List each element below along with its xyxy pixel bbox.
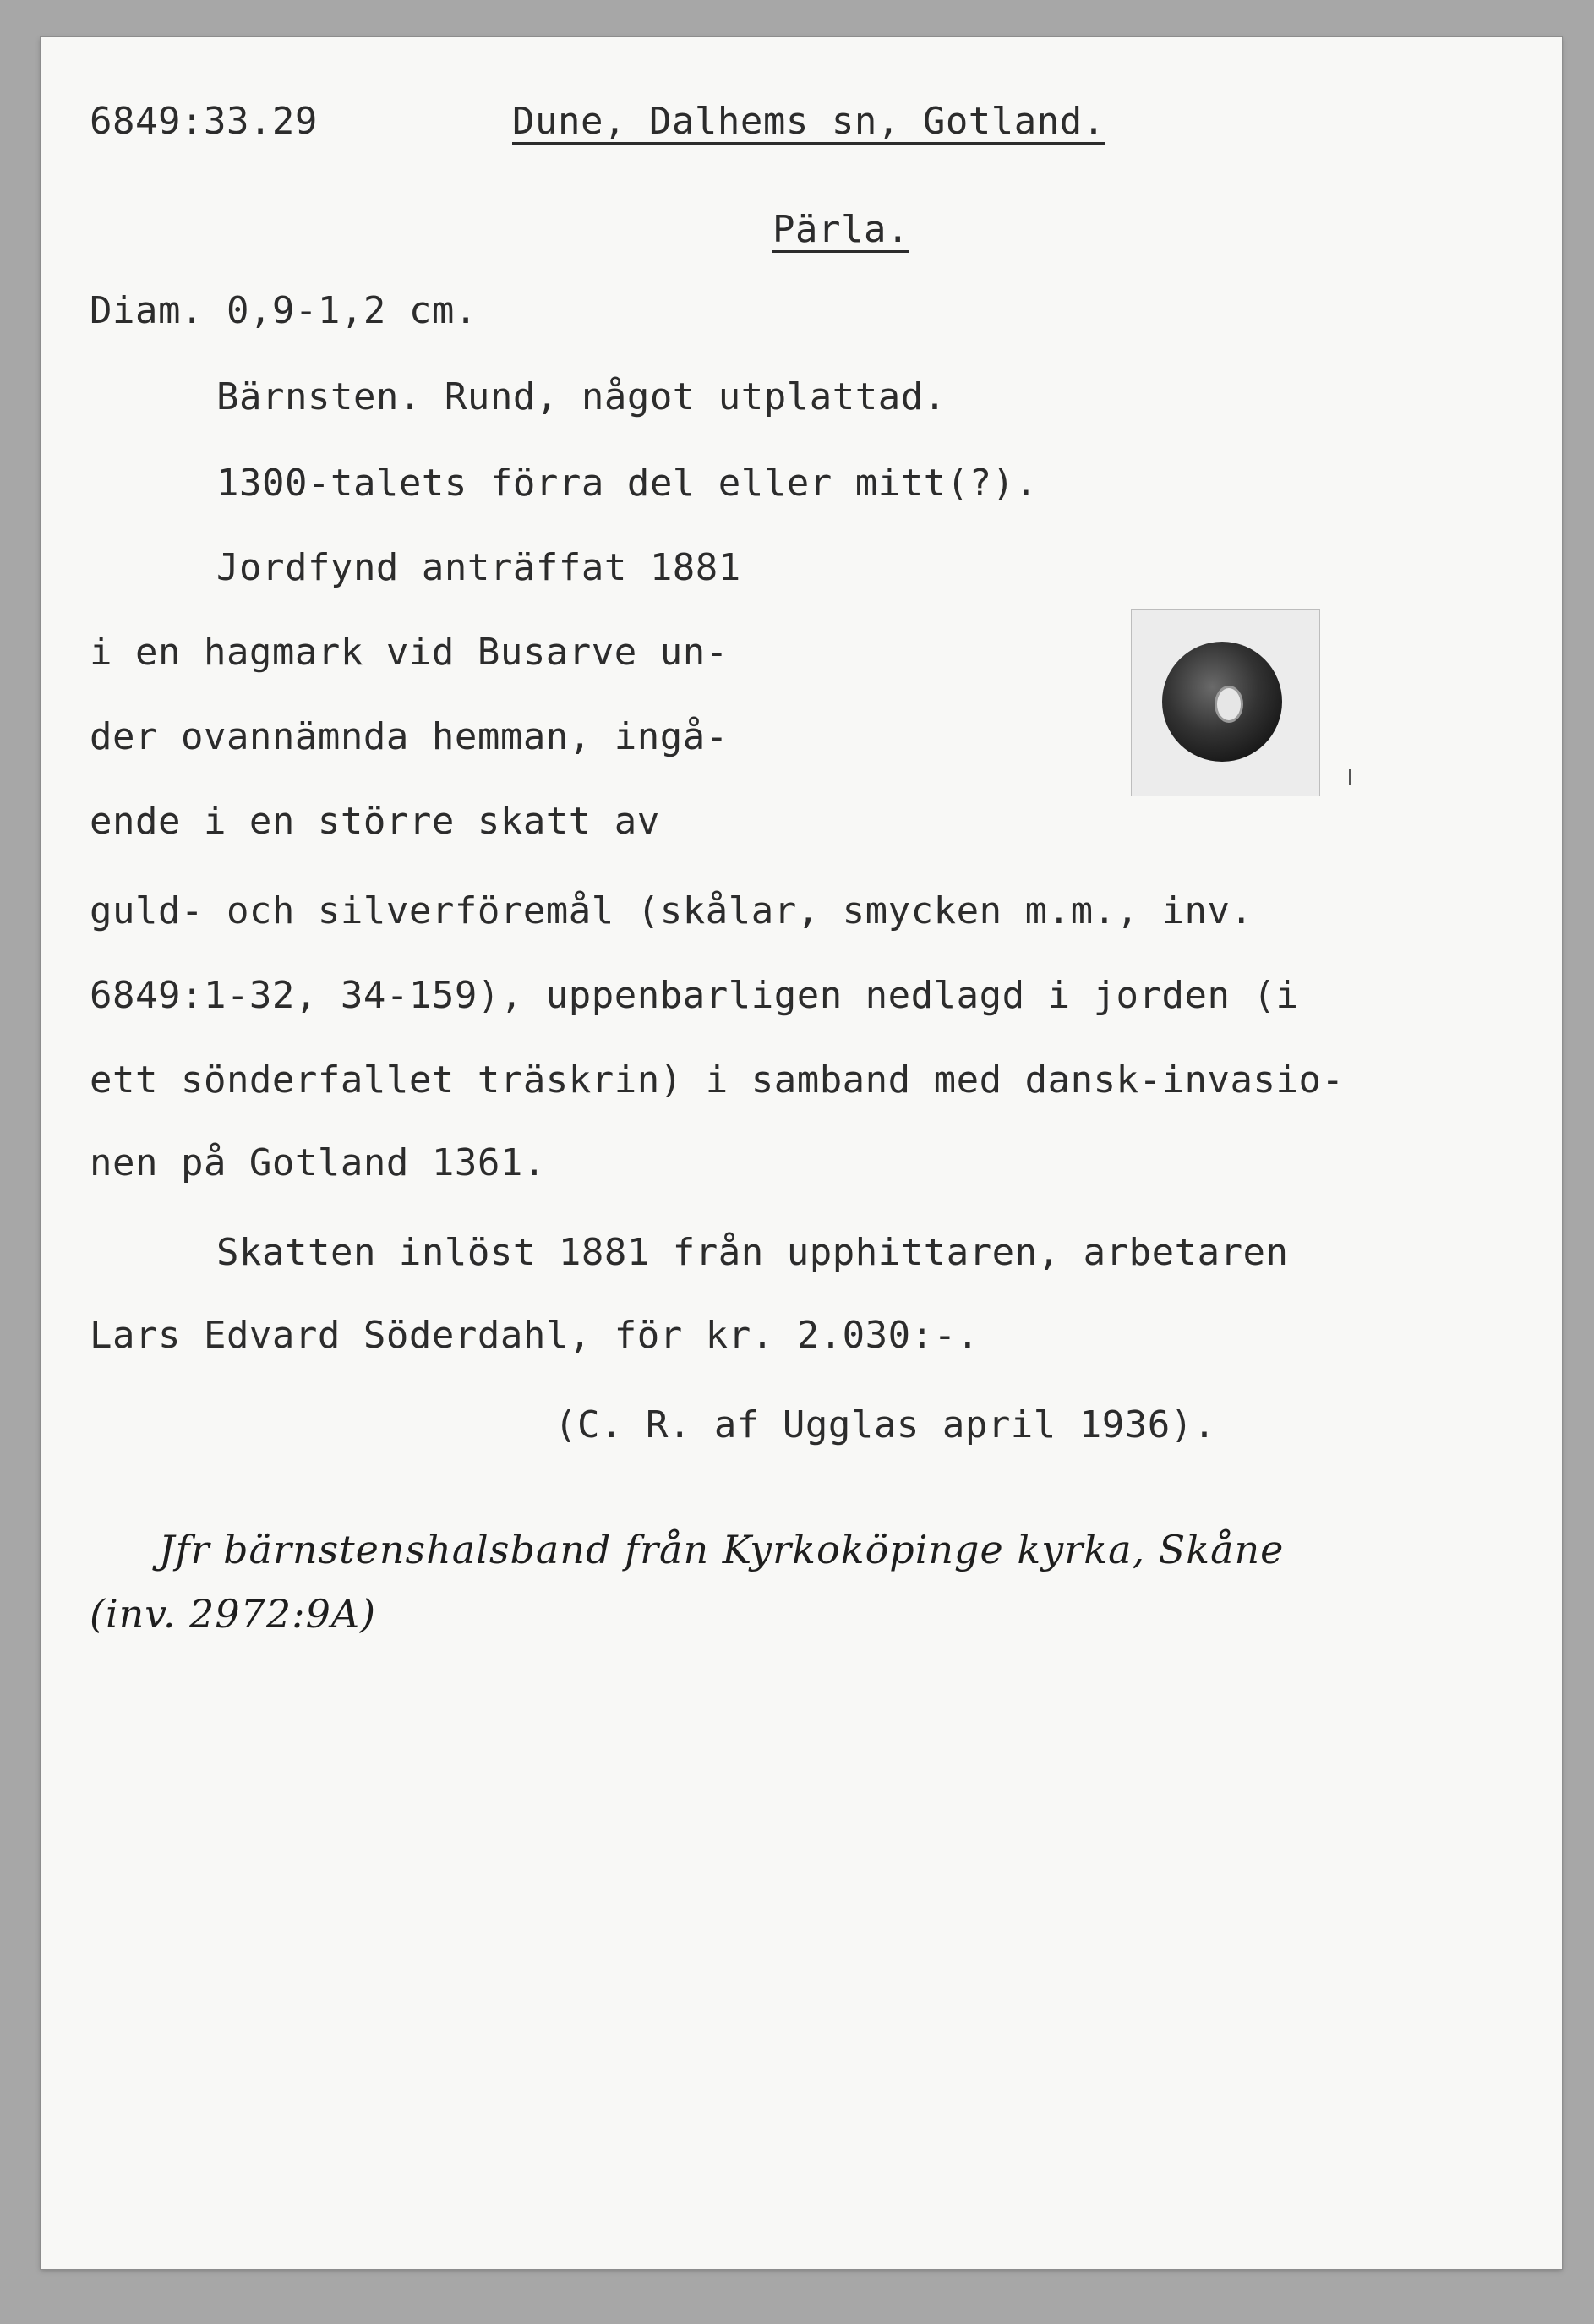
- find-line-7: ett sönderfallet träskrin) i samband med dansk-invasio-: [90, 1058, 1345, 1102]
- location-heading: Dune, Dalhems sn, Gotland.: [512, 100, 1105, 143]
- diameter-line: Diam. 0,9-1,2 cm.: [90, 289, 478, 332]
- bead-photo: [1131, 609, 1320, 796]
- handwritten-note-1: Jfr bärnstenshalsband från Kyrkoköpinge kyrka, Skåne: [159, 1527, 1285, 1572]
- find-line-5: guld- och silverföremål (skålar, smycken m.m., inv.: [90, 889, 1253, 932]
- object-name: Pärla.: [772, 208, 909, 251]
- dating-line: 1300-talets förra del eller mitt(?).: [216, 462, 1038, 505]
- redemption-line-1: Skatten inlöst 1881 från upphittaren, arbetaren: [216, 1231, 1289, 1274]
- redemption-line-2: Lars Edvard Söderdahl, för kr. 2.030:-.: [90, 1314, 980, 1357]
- catalog-number: 6849:33.29: [90, 100, 318, 143]
- find-line-6: 6849:1-32, 34-159), uppenbarligen nedlagd i jorden (i: [90, 974, 1299, 1017]
- bead-hole: [1215, 686, 1243, 723]
- find-line-2: i en hagmark vid Busarve un-: [90, 631, 729, 674]
- find-line-8: nen på Gotland 1361.: [90, 1141, 546, 1184]
- handwritten-note-2: (inv. 2972:9A): [90, 1591, 377, 1637]
- find-line-3: der ovannämnda hemman, ingå-: [90, 715, 729, 758]
- pencil-mark: [1349, 769, 1351, 785]
- material-line: Bärnsten. Rund, något utplattad.: [216, 375, 947, 418]
- find-line-4: ende i en större skatt av: [90, 800, 660, 843]
- find-line-1: Jordfynd anträffat 1881: [216, 546, 741, 589]
- amber-bead-image: [1162, 642, 1282, 762]
- author-signature: (C. R. af Ugglas april 1936).: [554, 1403, 1216, 1446]
- catalog-card: [41, 37, 1562, 2269]
